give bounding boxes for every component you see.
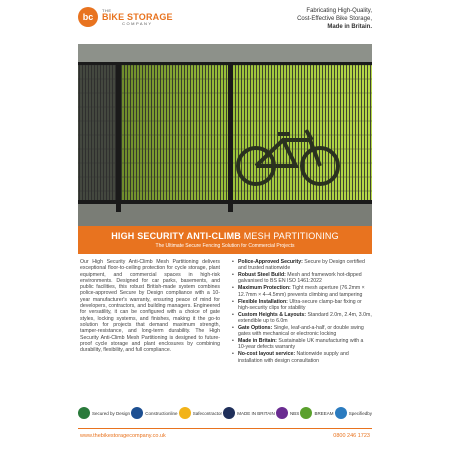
phone-link[interactable]: 0800 246 1723 (333, 433, 370, 439)
footer-divider (78, 428, 372, 429)
safecontractor-icon (179, 407, 191, 419)
company-logo[interactable] (78, 7, 173, 27)
made-in-britain-logo[interactable] (223, 407, 274, 419)
breeam-icon (300, 407, 312, 419)
breeam-logo[interactable] (300, 407, 333, 419)
accreditation-logos (78, 402, 372, 424)
constructionline-icon (131, 407, 143, 419)
feature-text: Nationwide supply and installation with design consultation (238, 351, 349, 364)
secured-by-design-icon (78, 407, 90, 419)
logo-label: Specifiedby (348, 410, 372, 416)
hero-photo (78, 44, 372, 226)
safecontractor-logo[interactable] (179, 407, 222, 419)
tagline-line-3: Made in Britain. (327, 24, 372, 30)
feature-label: Robust Steel Build: (238, 272, 286, 279)
product-title-bold: HIGH SECURITY ANTI-CLIMB (111, 231, 242, 241)
feature-label: Police-Approved Security: (238, 259, 303, 265)
product-title (78, 231, 372, 241)
feature-label: No-cost layout service: (238, 351, 296, 358)
specifiedby-logo[interactable] (335, 407, 372, 419)
feature-item (232, 338, 372, 351)
feature-item (232, 259, 372, 272)
feature-item (232, 285, 372, 298)
intro-paragraph: Our High Security Anti-Climb Mesh Partitioning delivers exceptional floor-to-ceiling protection for cycle storage, plant equipment, and commercial spaces in high-risk environments. Designed for car parks, basements, and public facilities, this robust British-made system combines police-approved Secure by Design compliance with a 10-year manufacturer's warranty, ensuring peace of mind for developers, contractors, and building managers. Engineered for versatility, it can be configured with a choice of gate styles, locking systems, and finishes, making it the go-to solution for projects that demand maximum strength, tamper-resistance, and long-term durability. The High Security Anti-Climb Mesh Partitioning is designed to future-proof cycle storage and plant enclosures by combining durability, flexibility, and full compliance. (80, 259, 220, 354)
logo-label: MADE IN BRITAIN (237, 410, 275, 416)
title-banner (78, 226, 372, 254)
feature-text: Standard 2.0m, 2.4m, 3.0m, extendible up to 6.0m (238, 311, 372, 325)
product-title-light: MESH PARTITIONING (243, 231, 339, 241)
logo-label: Safecontractor (192, 410, 223, 416)
feature-item (232, 325, 372, 338)
feature-label: Flexible Installation: (238, 298, 288, 305)
nbs-logo[interactable] (276, 407, 299, 419)
logo-wordmark (102, 9, 173, 26)
feature-text: Ultra-secure clamp-bar fixing or high-security clips for stability (238, 298, 362, 311)
tagline (297, 7, 372, 31)
feature-item (232, 299, 372, 312)
feature-label: Maximum Protection: (238, 285, 291, 292)
logo-label: Constructionline (145, 410, 178, 416)
feature-label: Custom Heights & Layouts: (238, 311, 307, 318)
made-in-britain-icon (223, 407, 235, 419)
feature-item (232, 312, 372, 325)
feature-text: Sustainable UK manufacturing with a 10-year defects warranty (238, 338, 364, 351)
feature-text: Mesh and framework hot-dipped galvanised to BS EN ISO 1461:2022 (238, 272, 362, 285)
feature-label: Made in Britain: (238, 338, 277, 345)
mesh-partition-illustration (78, 44, 372, 226)
logo-company: COMPANY (122, 20, 153, 26)
nbs-icon (276, 407, 288, 419)
logo-badge-icon: bc (78, 7, 98, 27)
logo-label: NBS (289, 410, 300, 416)
tagline-line-2: Cost-Effective Bike Storage, (297, 16, 372, 22)
feature-item (232, 272, 372, 285)
specifiedby-icon (335, 407, 347, 419)
logo-name: BIKE STORAGE (102, 11, 173, 22)
logo-the: THE (102, 7, 112, 13)
website-link[interactable]: www.thebikestoragecompany.co.uk (80, 433, 166, 439)
feature-label: Gate Options: (238, 324, 273, 331)
secured-by-design-logo[interactable] (78, 407, 130, 419)
feature-item (232, 351, 372, 364)
feature-text: Tight mesh aperture (76.2mm × 12.7mm × 4–4.5mm) prevents climbing and tampering (238, 285, 365, 298)
tagline-line-1: Fabricating High-Quality, (306, 8, 372, 14)
feature-text: Secure by Design certified and trusted nationwide (238, 259, 365, 272)
feature-list (232, 259, 372, 365)
constructionline-logo[interactable] (131, 407, 177, 419)
logo-label: BREEAM (314, 410, 334, 416)
product-subtitle: The Ultimate Secure Fencing Solution for Commercial Projects (155, 243, 295, 249)
logo-label: Secured by Design (92, 410, 131, 416)
feature-text: Single, leaf-and-a-half, or double swing gates with mechanical or electronic locking (238, 324, 364, 338)
